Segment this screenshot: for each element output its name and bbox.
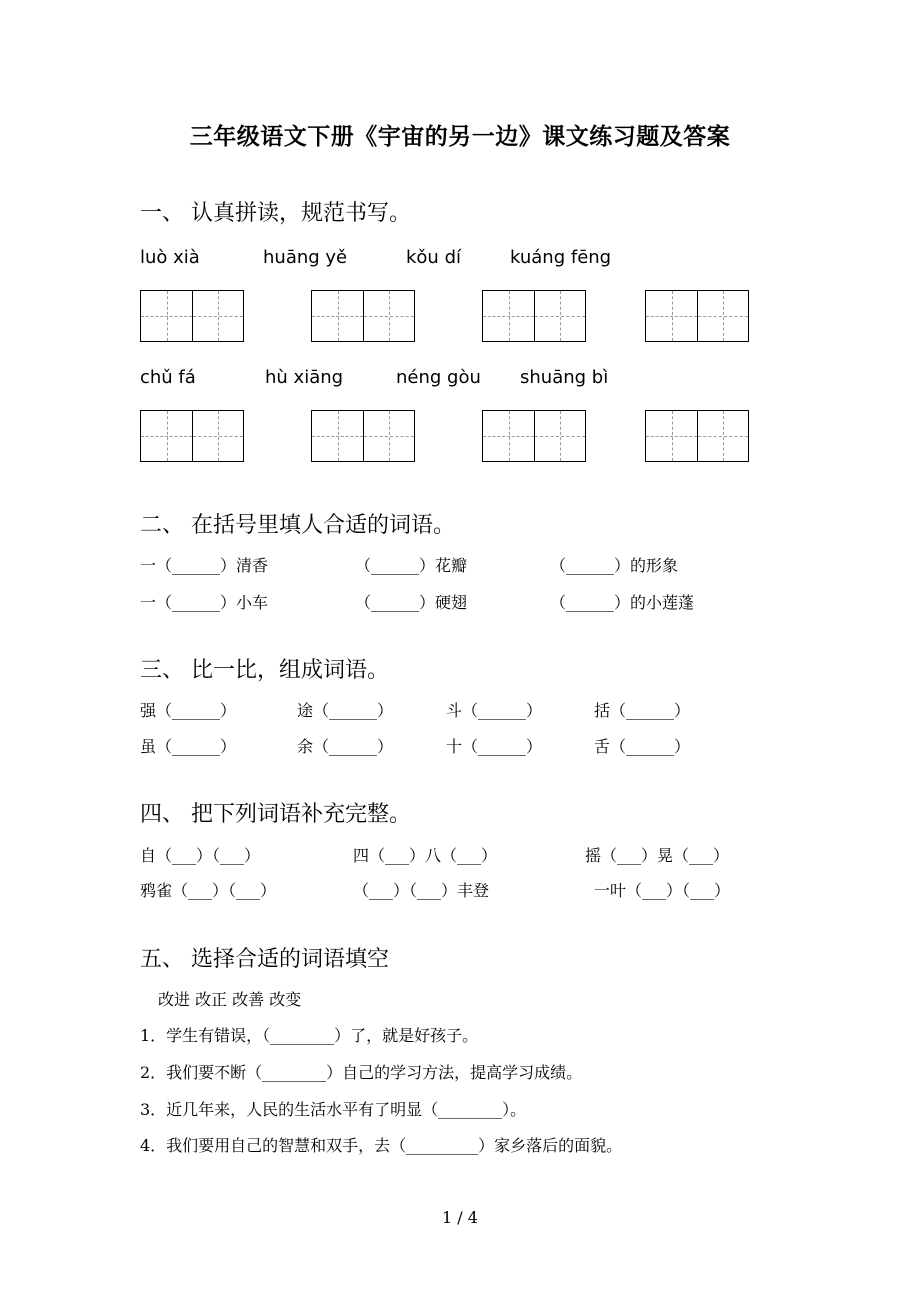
writing-grid[interactable]: [482, 290, 586, 342]
fill-item: 四（___）八（___）: [353, 846, 498, 865]
section-1-heading: 一、 认真拼读，规范书写。: [140, 201, 411, 226]
word-bank: 改进 改正 改善 改变: [158, 990, 302, 1009]
fill-item: 舌（______）: [594, 737, 691, 756]
fill-item: 一叶（___）（___）: [594, 881, 731, 900]
pinyin-label: luò xià: [140, 247, 200, 268]
writing-grid[interactable]: [140, 290, 244, 342]
pinyin-label: huāng yě: [263, 247, 348, 268]
fill-item: 十（______）: [446, 737, 543, 756]
fill-item: （______）花瓣: [355, 556, 468, 575]
section-2-heading: 二、 在括号里填人合适的词语。: [140, 513, 455, 538]
writing-grid[interactable]: [311, 410, 415, 462]
fill-item: （______）的小莲蓬: [550, 593, 695, 612]
fill-item: 余（______）: [297, 737, 394, 756]
fill-item: 一（______）小车: [140, 593, 269, 612]
section-4-heading: 四、 把下列词语补充完整。: [140, 802, 411, 827]
fill-item: 虽（______）: [140, 737, 237, 756]
page-title: 三年级语文下册《宇宙的另一边》课文练习题及答案: [189, 123, 731, 150]
fill-item: 强（______）: [140, 701, 237, 720]
pinyin-label: kuáng fēng: [510, 247, 612, 268]
question-item: 1．学生有错误，（________）了，就是好孩子。: [140, 1026, 479, 1045]
writing-grid[interactable]: [645, 290, 749, 342]
fill-item: （______）的形象: [550, 556, 679, 575]
fill-item: （______）硬翅: [355, 593, 468, 612]
writing-grid[interactable]: [311, 290, 415, 342]
writing-grid[interactable]: [140, 410, 244, 462]
fill-item: 鸦雀（___）（___）: [140, 881, 277, 900]
pinyin-label: kǒu dí: [406, 247, 461, 268]
fill-item: 括（______）: [594, 701, 691, 720]
fill-item: 一（______）清香: [140, 556, 269, 575]
question-item: 3．近几年来，人民的生活水平有了明显（________）。: [140, 1100, 527, 1119]
question-item: 2．我们要不断（________）自己的学习方法，提高学习成绩。: [140, 1063, 583, 1082]
question-item: 4．我们要用自己的智慧和双手，去（_________）家乡落后的面貌。: [140, 1136, 623, 1155]
pinyin-label: néng gòu: [396, 367, 481, 388]
fill-item: 自（___）（___）: [140, 846, 261, 865]
section-3-heading: 三、 比一比，组成词语。: [140, 658, 389, 683]
writing-grid[interactable]: [482, 410, 586, 462]
pinyin-label: hù xiāng: [265, 367, 344, 388]
section-5-heading: 五、 选择合适的词语填空: [140, 947, 389, 972]
page-number: 1 / 4: [442, 1208, 478, 1227]
writing-grid[interactable]: [645, 410, 749, 462]
fill-item: （___）（___）丰登: [353, 881, 490, 900]
pinyin-label: shuāng bì: [520, 367, 609, 388]
pinyin-label: chǔ fá: [140, 367, 196, 388]
fill-item: 途（______）: [297, 701, 394, 720]
fill-item: 摇（___）晃（___）: [585, 846, 730, 865]
fill-item: 斗（______）: [446, 701, 543, 720]
